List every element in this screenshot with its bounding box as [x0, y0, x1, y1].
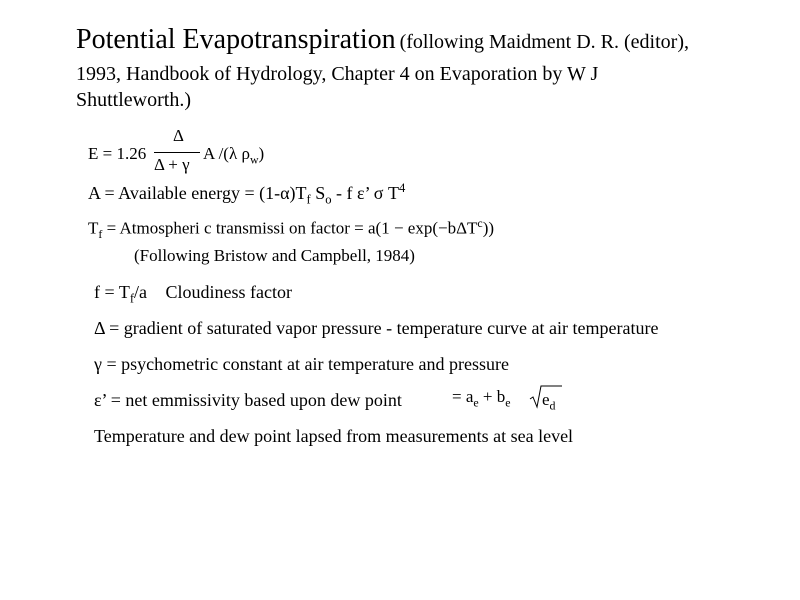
equation-tf — [88, 216, 494, 242]
gamma-definition: γ = psychometric constant at air temperature and pressure — [94, 354, 509, 374]
equation-a-sub-o: o — [325, 192, 332, 207]
equation-e-denominator: Δ + γ — [154, 155, 190, 174]
emissivity-formula-b: + b — [478, 387, 506, 406]
title-source-line3: Shuttleworth.) — [76, 89, 191, 111]
sqrt-content — [542, 390, 556, 413]
equation-tf-close: )) — [482, 218, 495, 238]
emissivity-formula-a: = a — [452, 387, 474, 406]
equation-a-sup-4: 4 — [398, 181, 406, 195]
equation-e-lhs: E = 1.26 — [88, 144, 147, 163]
equation-e-tail-sub: w — [249, 152, 259, 167]
citation: (Following Bristow and Campbell, 1984) — [134, 246, 415, 265]
equation-e-tail — [203, 144, 264, 167]
cloudiness-text1: f = T — [94, 282, 130, 302]
equation-a-text3: - f ε’ σ T — [331, 183, 399, 203]
equation-a-sub-f: f — [306, 192, 311, 207]
title-main: Potential Evapotranspiration — [76, 24, 396, 55]
equation-tf-lhs: T — [88, 218, 99, 238]
emissivity-sub-e2: e — [505, 395, 511, 410]
title-source-line1: (following Maidment D. R. (editor), — [399, 31, 689, 53]
cloudiness-text2: /a — [134, 282, 148, 302]
title-source-line2: 1993, Handbook of Hydrology, Chapter 4 on Evaporation by W J — [76, 63, 599, 85]
equation-a-text2: S — [310, 183, 326, 203]
sqrt-e: e — [542, 390, 550, 409]
cloudiness-line — [94, 282, 292, 307]
equation-a — [88, 181, 405, 208]
equation-e-tail-close: ) — [258, 144, 265, 163]
emissivity-sub-e1: e — [473, 395, 479, 410]
equation-e-numerator: Δ — [173, 126, 184, 145]
equation-tf-text: = Atmospheri c transmissi on factor = a(1 − exp(−bΔT — [102, 218, 478, 238]
cloudiness-label: Cloudiness factor — [165, 282, 293, 302]
emissivity-text: ε’ = net emmissivity based upon dew point — [94, 390, 402, 410]
equation-a-text1: A = Available energy = (1-α)T — [88, 183, 307, 203]
equation-e-tail-text: A /(λ ρ — [203, 144, 250, 163]
emissivity-formula — [452, 387, 511, 410]
delta-definition: Δ = gradient of saturated vapor pressure - temperature curve at air temperature — [94, 318, 659, 338]
fraction-bar — [154, 152, 200, 153]
cloudiness-sub-f: f — [129, 291, 135, 306]
page-title — [76, 24, 689, 56]
equation-tf-lhs-sub: f — [98, 227, 103, 242]
sqrt-sub-d: d — [549, 398, 556, 413]
equation-tf-sup-c: c — [477, 216, 483, 230]
lapse-note: Temperature and dew point lapsed from measurements at sea level — [94, 426, 574, 446]
